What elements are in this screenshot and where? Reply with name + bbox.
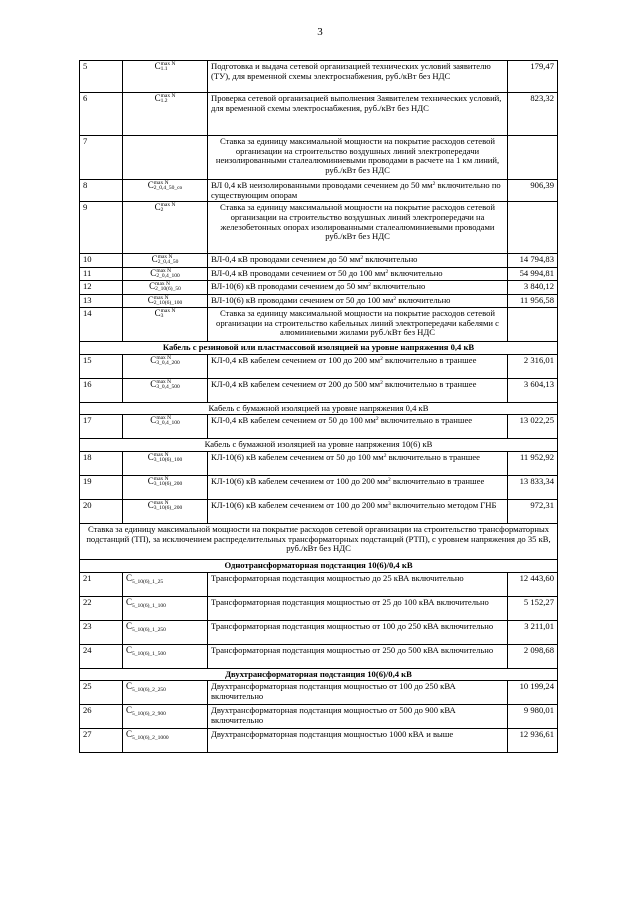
rate-symbol [148,181,183,191]
rate-description-tail: включительно [370,281,426,292]
rate-symbol-indices [155,282,181,292]
row-number: 19 [80,475,123,499]
rate-symbol-subscript: 3_0,4_200 [156,359,180,366]
unit-exponent: 2 [432,181,436,187]
rate-symbol-indices [154,453,182,463]
unit-exponent: 2 [368,282,371,289]
rate-symbol [155,94,176,104]
rate-description-tail: включительно в траншее [378,415,473,426]
rate-value: 10 199,24 [508,681,558,705]
rate-description [208,354,508,378]
rate-description [208,729,508,753]
rate-description [208,93,508,136]
rate-symbol-indices [156,269,179,279]
table-row [80,61,558,93]
rate-code [123,620,208,644]
rate-description [208,281,508,294]
rate-symbol [150,416,179,426]
table-row [80,572,558,596]
rate-description-text: ВЛ-10(6) кВ проводами сечением от 50 до 100 мм [211,294,394,305]
rate-symbol [148,501,182,511]
rate-symbol-superscript: max N [156,267,172,274]
rate-value: 3 840,12 [508,281,558,294]
rate-code [123,499,208,523]
rate-code [123,572,208,596]
rate-code [123,705,208,729]
rate-description [208,136,508,180]
rate-description-text: КЛ-10(6) кВ кабелем сечением от 100 до 200 мм [211,475,388,486]
rate-symbol-indices [158,255,179,265]
rate-description-tail: включительно [396,294,451,305]
rate-value: 11 952,92 [508,451,558,475]
rate-code [123,202,208,254]
unit-exponent: 2 [380,355,383,362]
row-number: 5 [80,61,123,93]
table-row [80,729,558,753]
rate-symbol-superscript: max N [153,180,169,186]
rate-value: 972,31 [508,499,558,523]
rate-description-text: Проверка сетевой организацией выполнения Заявителем технических условий, для временной схемы электроснабжения, руб./кВт без НДС [211,93,502,113]
row-number: 14 [80,308,123,342]
table-row [80,294,558,307]
rate-value: 9 980,01 [508,705,558,729]
section-heading: Кабель с бумажной изоляцией на уровне напряжения 10(6) кВ [80,439,558,452]
rate-description [208,451,508,475]
rates-table [79,60,558,753]
table-row [80,93,558,136]
unit-exponent: 2 [385,268,389,275]
rate-code [123,681,208,705]
row-number: 15 [80,354,123,378]
rate-symbol [148,477,182,487]
rate-symbol-base: C [154,308,161,319]
rate-description [208,267,508,280]
table-row [80,136,558,180]
rate-symbol-subscript: 5_10(6)_1_500 [132,650,166,657]
table-row [80,681,558,705]
rate-description [208,180,508,202]
rate-description-text: Трансформаторная подстанция мощностью до 25 кВА включительно [211,572,464,583]
rate-symbol-superscript: max N [153,451,169,458]
row-number: 16 [80,378,123,402]
rate-symbol-subscript: 5_10(6)_1_100 [132,602,166,609]
row-number: 8 [80,180,123,202]
rate-symbol [148,453,182,463]
rate-symbol-subscript: 2_10(6)_100 [153,299,183,306]
rate-description [208,572,508,596]
rate-value [508,202,558,254]
row-number: 6 [80,93,123,136]
rate-symbol-superscript: max N [160,93,176,99]
section-header-row [80,668,558,681]
rate-symbol-subscript: 3_10(6)_100 [153,457,183,464]
rate-symbol [126,646,166,658]
rate-symbol-subscript: 3_0,4_500 [156,383,180,390]
row-number: 22 [80,596,123,620]
table-row [80,415,558,439]
rate-code [123,415,208,439]
table-row [80,644,558,668]
rate-description-tail: включительно в траншее [390,475,485,486]
rate-description [208,254,508,267]
row-number: 21 [80,572,123,596]
rate-symbol-subscript: 5_10(6)_2_900 [132,711,166,718]
table-row [80,378,558,402]
rate-symbol-indices [161,309,176,319]
rate-description-text: КЛ-10(6) кВ кабелем сечением от 50 до 100 мм [211,451,384,462]
rate-code [123,354,208,378]
rate-symbol-base: C [150,354,157,365]
rate-value: 5 152,27 [508,596,558,620]
rate-symbol-superscript: max N [156,378,172,385]
row-number: 17 [80,415,123,439]
rate-code [123,451,208,475]
table-row [80,202,558,254]
rate-description-tail: включительно по существующим опорам [211,180,501,200]
rate-value: 823,32 [508,93,558,136]
row-number: 10 [80,254,123,267]
rate-code [123,308,208,342]
rate-description-text: КЛ-0,4 кВ кабелем сечением от 100 до 200 мм [211,354,381,365]
rate-symbol-base: C [147,500,154,511]
rate-symbol-subscript: 2_10(6)_50 [155,286,181,293]
rate-description-text: Двухтрансформаторная подстанция мощностью от 100 до 250 кВА включительно [211,681,456,701]
rate-symbol-superscript: max N [153,294,169,301]
rate-code [123,267,208,280]
rate-value: 3 604,13 [508,378,558,402]
rate-description-tail: включительно в траншее [382,378,477,389]
rate-symbol [150,269,179,279]
row-number: 23 [80,620,123,644]
rate-symbol-subscript: 2_0,4_100 [156,272,180,279]
rate-symbol-base: C [147,476,154,487]
unit-exponent: 3 [387,500,391,507]
table-row [80,705,558,729]
rate-symbol-superscript: max N [155,281,170,288]
rate-description [208,644,508,668]
section-heading: Кабель с резиновой или пластмассовой изоляцией на уровне напряжения 0,4 кВ [80,342,558,355]
rate-value: 3 211,01 [508,620,558,644]
rate-symbol-base: C [154,202,161,213]
row-number: 12 [80,281,123,294]
rate-symbol [150,356,179,366]
rate-symbol-indices [156,416,179,426]
rate-code [123,61,208,93]
table-row [80,620,558,644]
rate-symbol-subscript: 5_10(6)_2_1000 [132,735,169,742]
rate-symbol [126,598,166,610]
rate-symbol-base: C [126,705,133,716]
rate-symbol [155,203,176,213]
rate-code [123,254,208,267]
rate-description [208,705,508,729]
rate-symbol-base: C [126,644,133,655]
rate-symbol-subscript: 3_10(6)_200 [153,481,183,488]
rate-value: 11 956,58 [508,294,558,307]
rate-symbol-base: C [150,378,157,389]
rate-symbol-subscript: 5_10(6)_1_25 [132,578,164,585]
rate-description-text: КЛ-0,4 кВ кабелем сечением от 200 до 500 мм [211,378,381,389]
unit-exponent: 2 [393,295,397,302]
row-number: 20 [80,499,123,523]
rate-description [208,61,508,93]
rate-code [123,294,208,307]
section-heading: Однотрансформаторная подстанция 10(6)/0,4 кВ [80,559,558,572]
rate-symbol-indices [161,62,176,72]
rate-symbol-indices [161,94,176,104]
rate-symbol [150,380,179,390]
rate-symbol-base: C [150,267,157,278]
rate-description-text: КЛ-10(6) кВ кабелем сечением от 100 до 200 мм [211,499,388,510]
rate-symbol-superscript: max N [156,415,172,422]
table-row [80,475,558,499]
rate-description-text: ВЛ-0,4 кВ проводами сечением от 50 до 100 мм [211,267,386,278]
rate-symbol-indices [156,380,179,390]
section-description-row [80,523,558,559]
rate-symbol-base: C [126,572,133,583]
rate-symbol-subscript: 3_0,4_100 [156,420,180,427]
rate-description-text: Трансформаторная подстанция мощностью от 100 до 250 кВА включительно [211,620,494,631]
rate-symbol [126,682,166,694]
rate-description-text: Трансформаторная подстанция мощностью от 250 до 500 кВА включительно [211,644,494,655]
rate-code [123,475,208,499]
rate-symbol-subscript: 3 [160,313,164,320]
rate-symbol-base: C [149,281,156,292]
rate-symbol-indices [154,181,183,191]
rate-value [508,136,558,180]
rate-value: 12 936,61 [508,729,558,753]
rate-symbol-base: C [151,254,158,265]
section-header-row [80,559,558,572]
rate-description-tail: включительно в траншее [382,354,477,365]
rate-symbol-subscript: 5_10(6)_1_250 [132,626,166,633]
unit-exponent: 2 [387,476,391,483]
unit-exponent: 2 [380,379,383,386]
rate-code [123,596,208,620]
table-row [80,267,558,280]
page-number: 3 [317,26,323,38]
rate-symbol [126,574,163,586]
rate-symbol-base: C [126,681,133,692]
rate-description-text: Ставка за единицу максимальной мощности на покрытие расходов сетевой организации на строительство воздушных линий электропередачи неизолированными сталеалюминиевыми проводами в расчете на 1 км линий, руб./кВт без НДС [215,136,500,175]
rate-symbol-subscript: 1.1 [160,66,168,73]
row-number: 25 [80,681,123,705]
rate-value: 13 022,25 [508,415,558,439]
rate-description [208,596,508,620]
rate-symbol-subscript: 5_10(6)_2_250 [132,687,166,694]
rate-value: 54 994,81 [508,267,558,280]
table-row [80,254,558,267]
rate-description-text: ВЛ-0,4 кВ проводами сечением до 50 мм [211,254,361,265]
rate-symbol-base: C [154,61,161,72]
rate-symbol-base: C [147,180,154,191]
rate-symbol-base: C [126,729,133,740]
table-row [80,354,558,378]
rate-description [208,294,508,307]
rate-symbol-subscript: 3_10(6)_200 [153,505,183,512]
rate-symbol-base: C [147,294,154,305]
unit-exponent: 2 [383,452,387,459]
rate-description-tail: включительно [363,254,418,265]
rate-symbol [126,730,169,742]
rate-description [208,202,508,254]
rate-description [208,681,508,705]
rate-symbol-subscript: 1.2 [160,98,168,105]
rate-description [208,620,508,644]
section-heading: Двухтрансформаторная подстанция 10(6)/0,4 кВ [80,668,558,681]
rate-symbol [148,296,182,306]
rate-symbol [152,255,179,265]
rate-value: 906,39 [508,180,558,202]
section-header-row [80,342,558,355]
rate-description-text: Двухтрансформаторная подстанция мощностью от 500 до 900 кВА включительно [211,705,456,725]
row-number: 9 [80,202,123,254]
rate-symbol-subscript: 2 [160,207,164,214]
rate-description [208,475,508,499]
rate-code [123,644,208,668]
table-row [80,451,558,475]
rate-symbol-superscript: max N [153,499,169,506]
rate-description-tail: включительно [388,267,443,278]
rate-description-text: ВЛ 0,4 кВ неизолированными проводами сечением до 50 мм [211,180,433,190]
section-header-row [80,402,558,415]
rate-symbol [155,309,176,319]
rate-symbol-base: C [126,596,133,607]
rate-symbol-superscript: max N [160,61,176,67]
table-row [80,180,558,202]
rate-code [123,136,208,180]
rate-code [123,378,208,402]
rate-symbol-base: C [150,415,157,426]
rate-symbol-indices [156,356,179,366]
rate-value: 2 098,68 [508,644,558,668]
rate-value: 2 316,01 [508,354,558,378]
rate-symbol-superscript: max N [156,354,172,361]
rate-description [208,499,508,523]
rate-description-text: КЛ-0,4 кВ кабелем сечением от 50 до 100 мм [211,415,376,426]
row-number: 13 [80,294,123,307]
rate-code [123,281,208,294]
section-header-row [80,439,558,452]
rate-value: 179,47 [508,61,558,93]
rate-description-text: Подготовка и выдача сетевой организацией технических условий заявителю (ТУ), для временной схемы электроснабжения, руб./кВт без НДС [211,61,491,81]
rate-description-text: Ставка за единицу максимальной мощности на покрытие расходов сетевой организации на строительство кабельных линий электропередачи кабелями с алюминиевыми жилами руб./кВт без НДС [216,308,499,338]
rate-symbol-superscript: max N [160,202,176,209]
rate-symbol-base: C [154,93,161,104]
rate-symbol-subscript: 2_0,4_50 [157,259,179,266]
rate-description-text: Ставка за единицу максимальной мощности на покрытие расходов сетевой организации на строительство воздушных линий электропередачи на железобетонных опорах изолированными сталеалюминиевыми проводами руб./кВт без НДС [219,202,496,242]
rate-description-text: ВЛ-10(6) кВ проводами сечением до 50 мм [211,281,369,292]
rate-description [208,308,508,342]
rate-symbol [155,62,176,72]
rate-symbol [126,706,166,718]
rate-symbol-indices [154,296,182,306]
rate-symbol-superscript: max N [160,308,176,314]
rate-symbol [126,622,166,634]
rate-symbol-superscript: max N [153,475,169,482]
section-description: Ставка за единицу максимальной мощности на покрытие расходов сетевой организации на строительство трансформаторных подстанций (ТП), за исключением распределительных трансформаторных подстанций (РТП), с уровнем напряжения до 35 кВ, руб./кВт без НДС [80,523,558,559]
rate-code [123,93,208,136]
rate-symbol [149,282,181,292]
rate-code [123,729,208,753]
rate-value: 14 794,83 [508,254,558,267]
rate-symbol-superscript: max N [157,254,173,261]
table-row [80,499,558,523]
rate-symbol-base: C [126,620,133,631]
row-number: 18 [80,451,123,475]
rate-symbol-base: C [147,452,154,463]
row-number: 26 [80,705,123,729]
row-number: 7 [80,136,123,180]
rate-symbol-indices [161,203,176,213]
rates-table-body [80,61,558,753]
section-heading: Кабель с бумажной изоляцией на уровне напряжения 0,4 кВ [80,402,558,415]
table-row [80,281,558,294]
table-row [80,308,558,342]
rate-symbol-indices [154,501,182,511]
table-row [80,596,558,620]
unit-exponent: 2 [375,416,379,423]
row-number: 24 [80,644,123,668]
rate-value: 13 833,34 [508,475,558,499]
rate-symbol-indices [154,477,182,487]
rate-description-tail: включительно методом ГНБ [390,499,497,510]
rate-description [208,378,508,402]
rate-description-text: Двухтрансформаторная подстанция мощностью 1000 кВА и выше [211,729,454,740]
rate-description-tail: включительно в траншее [386,451,480,462]
rate-value [508,308,558,342]
row-number: 11 [80,267,123,280]
rate-description [208,415,508,439]
rate-value: 12 443,60 [508,572,558,596]
rate-code [123,180,208,202]
unit-exponent: 2 [360,255,364,262]
rate-description-text: Трансформаторная подстанция мощностью от 25 до 100 кВА включительно [211,596,489,607]
rate-symbol-subscript: 2_0,4_50_co [153,185,183,192]
row-number: 27 [80,729,123,753]
